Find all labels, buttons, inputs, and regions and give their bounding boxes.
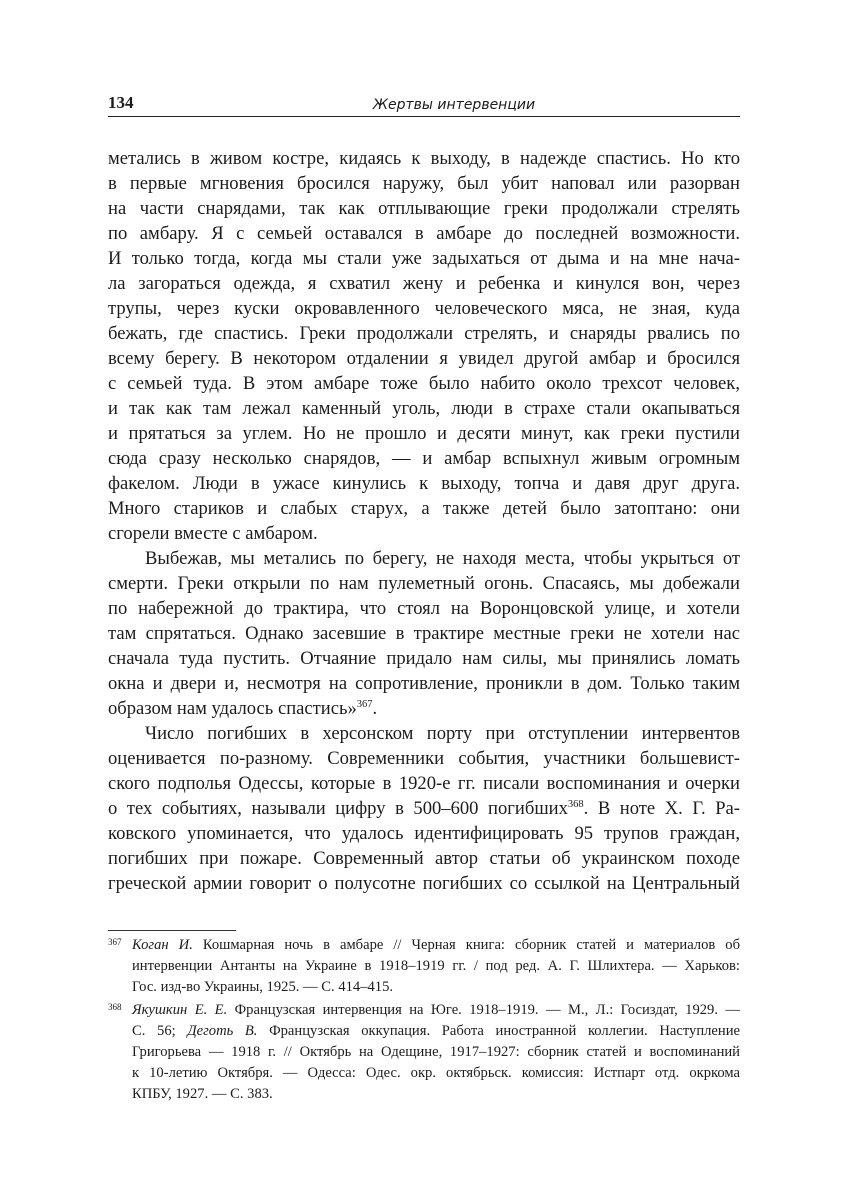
text-line: Выбежав, мы метались по берегу, не находя места, чтобы укрыться от xyxy=(145,548,740,569)
text-line: смерти. Греки открыли по нам пулеметный огонь. Спасаясь, мы добежали xyxy=(108,573,740,594)
footnote-author: Коган И. xyxy=(132,937,193,953)
text-line: по набережной до трактира, что стоял на Воронцовской улице, и хотели xyxy=(108,598,740,619)
text-line: сгорели вместе с амбаром. xyxy=(108,523,318,544)
main-text xyxy=(108,146,740,896)
text-line: метались в живом костре, кидаясь к выходу, в надежде спастись. Но кто xyxy=(108,148,740,169)
text-line: погибших при пожаре. Современный автор статьи об украинском походе xyxy=(108,848,740,869)
text-line: Число погибших в херсонском порту при отступлении интервентов xyxy=(145,723,740,744)
footnote-line: интервенции Антанты на Украине в 1918–1919 гг. / под ред. А. Г. Шлихтера. — Харьков: xyxy=(132,958,740,974)
text-fragment: Французская интервенция на Юге. 1918–1919. — М., Л.: Госиздат, 1929. — xyxy=(234,1002,740,1018)
text-line: с семьей туда. В этом амбаре тоже было набито около трехсот человек, xyxy=(108,373,740,394)
text-line: образом нам удалось спастись»$^{367}$. xyxy=(108,698,378,719)
text-line: там спрятаться. Однако засевшие в трактире местные греки не хотели нас xyxy=(108,623,740,644)
footnote-368 xyxy=(108,1000,740,1105)
footnote-line: к 10-летию Октября. — Одесса: Одес. окр. октябрьск. комиссия: Истпарт отд. окркома xyxy=(132,1065,740,1081)
text-fragment: Кошмарная ночь в амбаре // Черная книга: сборник статей и материалов об xyxy=(202,937,740,953)
text-line: Много стариков и слабых старух, а также детей было затоптано: они xyxy=(108,498,740,519)
page-header xyxy=(108,92,740,117)
text-line: ского подполья Одессы, которые в 1920-е гг. писали воспоминания и очерки xyxy=(108,773,740,794)
footnote-author: Якушкин Е. Е. xyxy=(132,1002,228,1018)
text-line: и прятаться за углем. Но не прошло и десяти минут, как греки пустили xyxy=(108,423,740,444)
footnote-line: Григорьева — 1918 г. // Октябрь на Одещине, 1917–1927: сборник статей и воспоминаний xyxy=(132,1044,740,1060)
footnote-line: КПБУ, 1927. — С. 383. xyxy=(132,1086,273,1102)
text-fragment: С. 56; xyxy=(132,1023,176,1039)
text-line: ковского упоминается, что удалось идентифицировать 95 трупов граждан, xyxy=(108,823,740,844)
running-title: Жертвы интервенции xyxy=(372,97,536,113)
footnote-author: Деготь В. xyxy=(187,1023,258,1039)
text-fragment: Французская оккупация. Работа иностранной коллегии. Наступление xyxy=(269,1023,740,1039)
page-number: 134 xyxy=(108,93,134,112)
footnote-line xyxy=(132,1000,740,1021)
text-line: ла загораться одежда, я схватил жену и ребенка и кинулся вон, через xyxy=(108,273,740,294)
text-line: по амбару. Я с семьей оставался в амбаре до последней возможности. xyxy=(108,223,740,244)
text-line: греческой армии говорит о полусотне погибших со ссылкой на Центральный xyxy=(108,873,740,894)
footnote-divider xyxy=(108,930,236,931)
footnote-number: 367 xyxy=(108,937,122,947)
text-line: бежать, где спастись. Греки продолжали стрелять, и снаряды рвались по xyxy=(108,323,740,344)
text-line: И только тогда, когда мы стали уже задыхаться от дыма и на мне нача- xyxy=(108,248,740,269)
footnote-number: 368 xyxy=(108,1002,122,1012)
footnote-line xyxy=(132,935,740,956)
text-line: трупы, через куски окровавленного человеческого мяса, не зная, куда xyxy=(108,298,740,319)
footnote-ref-368[interactable]: 368 xyxy=(567,799,584,810)
footnotes xyxy=(108,935,740,1107)
text-fragment: образом нам удалось спастись» xyxy=(108,698,357,719)
footnote-367 xyxy=(108,935,740,998)
text-line: всему берегу. В некотором отдалении я увидел другой амбар и бросился xyxy=(108,348,740,369)
text-line: сюда сразу несколько снарядов, — и амбар вспыхнул живым огромным xyxy=(108,448,740,469)
text-line: факелом. Люди в ужасе кинулись к выходу, топча и давя друг друга. xyxy=(108,473,740,494)
text-fragment: . В ноте Х. Г. Ра- xyxy=(583,798,740,819)
footnote-line xyxy=(132,1021,740,1042)
text-line: оценивается по-разному. Современники события, участники большевист- xyxy=(108,748,740,769)
text-line: на части снарядами, так как отплывающие греки продолжали стрелять xyxy=(108,198,740,219)
text-line: в первые мгновения бросился наружу, был убит наповал или разорван xyxy=(108,173,740,194)
footnote-line: Гос. изд-во Украины, 1925. — С. 414–415. xyxy=(132,979,394,995)
footnote-ref-367[interactable]: 367 xyxy=(356,699,373,710)
text-line xyxy=(108,796,740,821)
text-line: окна и двери и, несмотря на сопротивление, проникли в дом. Только таким xyxy=(108,673,740,694)
text-line: сначала туда пустить. Отчаяние придало нам силы, мы принялись ломать xyxy=(108,648,740,669)
text-fragment: о тех событиях, называли цифру в 500–600 погибших xyxy=(108,798,568,819)
text-line: и так как там лежал каменный уголь, люди в страхе стали окапываться xyxy=(108,398,740,419)
